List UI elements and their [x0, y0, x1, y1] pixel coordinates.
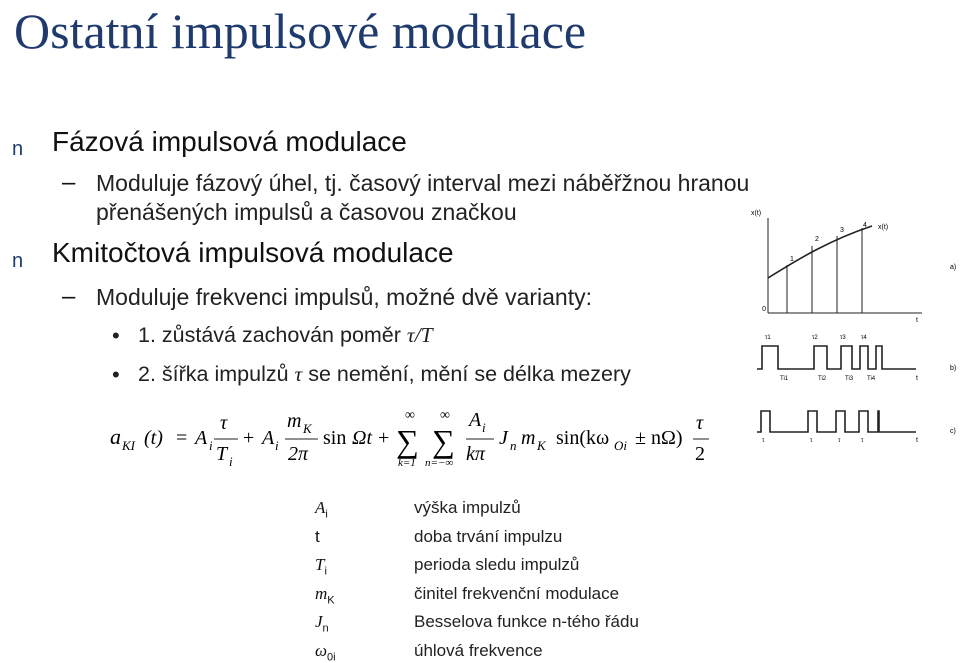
tau-label: τ3 [840, 335, 846, 341]
sin-arg: sin(kω [556, 427, 610, 449]
period-label: Ti3 [845, 376, 854, 382]
slide-title: Ostatní impulsové modulace [14, 3, 587, 59]
bullet-marker: n [12, 250, 24, 272]
i-sub: i [209, 438, 213, 453]
Oi-sub: Oi [614, 438, 627, 453]
2pi-denominator: 2π [288, 443, 309, 465]
lhs-arg: (t) [144, 427, 163, 449]
A-symbol: A [195, 427, 208, 449]
i-sub: i [229, 454, 233, 469]
tau-label: τ [762, 438, 765, 444]
tau-numerator: τ [220, 412, 228, 434]
pulse-train-b [757, 346, 916, 369]
subbullet-marker: • [112, 362, 120, 387]
legend-symbol: t [315, 527, 320, 546]
panel-c-label: c) [950, 428, 956, 435]
plus: + [378, 427, 390, 449]
variant-1: 1. zůstává zachován poměr τ/T [138, 323, 433, 347]
pulse-train-c [757, 411, 916, 432]
phase-description-line2: přenášených impulsů a časovou značkou [96, 199, 517, 225]
phase-description-line1: Moduluje fázový úhel, tj. časový interval mezi náběřžnou hranou [96, 170, 750, 196]
section-heading-phase: Fázová impulsová modulace [52, 126, 407, 157]
kpi-denominator: kπ [466, 443, 485, 465]
dash-marker: – [62, 169, 76, 196]
legend-description: výška impulzů [414, 498, 521, 517]
legend-symbol: $T_i$ [315, 555, 327, 578]
m-symbol: m [521, 427, 536, 449]
panel-a-origin: 0 [762, 306, 766, 313]
legend-symbol: $m_K$ [315, 584, 335, 607]
point-label: 1 [790, 256, 794, 263]
panel-a-ylabel: x(t) [751, 210, 762, 217]
tau-numerator: τ [696, 412, 704, 434]
legend-description: činitel frekvenční modulace [414, 584, 620, 603]
tau-label: τ2 [812, 335, 818, 341]
J-symbol: J [499, 427, 508, 449]
dash-marker: – [62, 283, 76, 310]
tau-symbol: τ [294, 362, 303, 386]
K-sub: K [537, 438, 546, 453]
panel-b-t: t [916, 375, 918, 382]
infinity: ∞ [440, 408, 450, 423]
fm-formula [100, 400, 720, 475]
section-heading-frequency: Kmitočtová impulsová modulace [52, 237, 454, 268]
omega-t: Ωt [352, 427, 373, 449]
plus: + [243, 427, 255, 449]
modulation-figure [745, 200, 960, 470]
tau-over-T: τ/T [406, 323, 433, 347]
frequency-description: Moduluje frekvenci impulsů, možné dvě varianty: [96, 284, 593, 310]
pm-n-omega: ± nΩ) [635, 427, 683, 449]
tau-label: τ [810, 438, 813, 444]
K-sub: K [303, 421, 312, 436]
modulating-curve [768, 226, 872, 278]
point-label: 2 [815, 236, 819, 243]
panel-a-curve-label: x(t) [878, 224, 889, 231]
tau-label: τ [861, 438, 864, 444]
bullet-marker: n [12, 138, 24, 160]
subbullet-marker: • [112, 323, 120, 348]
panel-b-label: b) [950, 365, 957, 372]
legend-symbol: $\omega_{0i}$ [315, 641, 336, 663]
panel-a-label: a) [950, 264, 957, 271]
period-label: Ti4 [867, 376, 876, 382]
legend-symbol: $A_i$ [315, 498, 328, 521]
tau-label: τ4 [861, 335, 867, 341]
sum-n: ∑ [432, 423, 455, 459]
legend-description: úhlová frekvence [414, 641, 543, 660]
infinity: ∞ [405, 408, 415, 423]
point-label: 3 [840, 227, 844, 234]
two-denominator: 2 [695, 443, 705, 465]
lhs-a: a [110, 424, 121, 449]
tau-label: τ1 [765, 335, 771, 341]
Ai-numerator: A [469, 409, 482, 431]
panel-a-t: t [916, 317, 918, 324]
k-lower: k=1 [398, 457, 416, 469]
legend-symbol: $J_n$ [315, 612, 329, 635]
n-lower: n=−∞ [425, 457, 454, 469]
tau-label: τ [838, 438, 841, 444]
lhs-sub: KI [122, 438, 135, 453]
legend-description: Besselova funkce n-tého řádu [414, 612, 639, 631]
i-sub: i [275, 438, 279, 453]
n-sub: n [510, 438, 517, 453]
point-label: 4 [863, 222, 867, 229]
legend-description: perioda sledu impulzů [414, 555, 580, 574]
sum-k: ∑ [396, 423, 419, 459]
period-label: Ti2 [818, 376, 827, 382]
variant-2: 2. šířka impulzů τ se nemění, mění se délka mezery [138, 362, 631, 386]
T-denominator: T [216, 443, 228, 465]
sin: sin [323, 427, 347, 449]
A-symbol: A [262, 427, 275, 449]
mK-numerator: m [287, 410, 302, 432]
legend-description: doba trvání impulzu [414, 527, 563, 546]
equals: = [176, 427, 188, 449]
period-label: Ti1 [780, 376, 789, 382]
panel-c-t: t [916, 437, 918, 444]
i-sub: i [482, 420, 486, 435]
